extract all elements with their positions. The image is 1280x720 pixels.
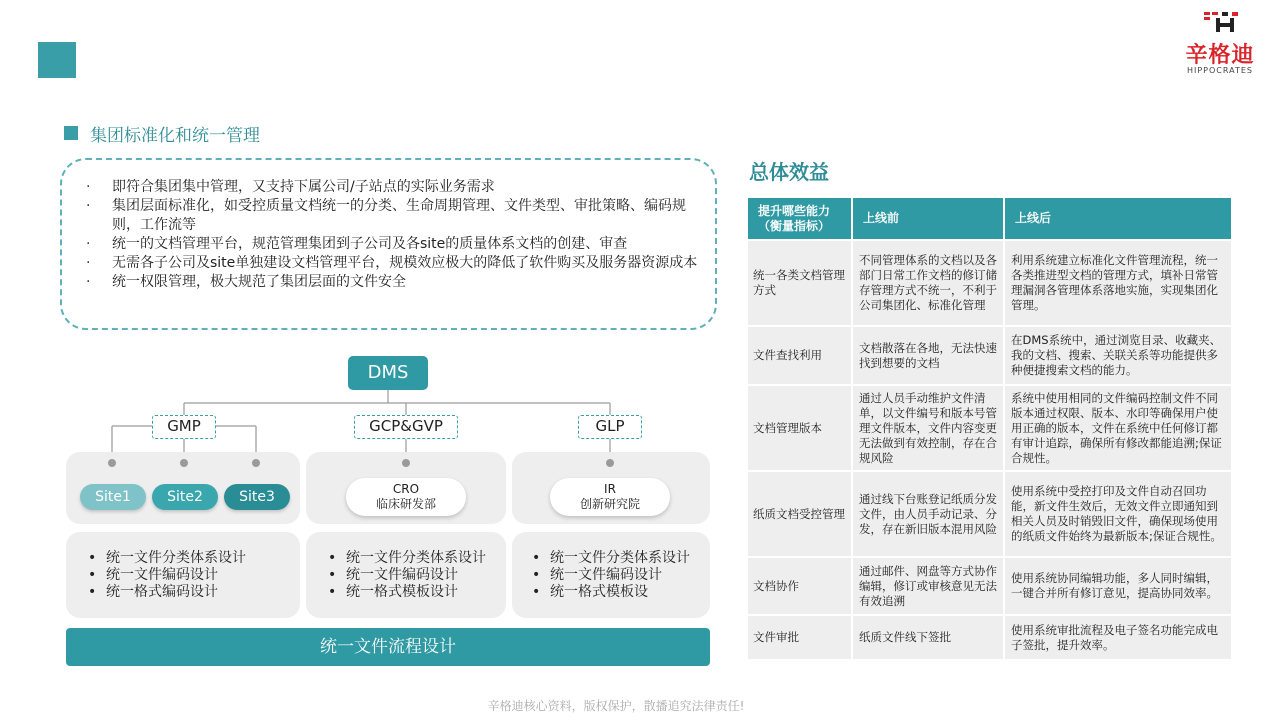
dms-node: DMS xyxy=(348,356,428,390)
list-item: • 统一文件编码设计 xyxy=(528,567,690,584)
section-title-text: 集团标准化和统一管理 xyxy=(90,125,260,146)
list-item: • 统一文件分类体系设计 xyxy=(324,550,486,567)
bullet-list xyxy=(86,178,706,292)
header-capability: 提升哪些能力（衡量指标） xyxy=(748,198,852,240)
cro-node-subtitle: 临床研发部 xyxy=(375,497,436,511)
cell-after: 在DMS系统中，通过浏览目录、收藏夹、我的文档、搜索、关联关系等功能提供多种便捷搜索文档的能力。 xyxy=(1004,326,1232,385)
table-header-row xyxy=(748,198,1232,240)
cell-before: 通过人员手动维护文件清单，以文件编号和版本号管理文件版本，文件内容变更无法做到有效控制，存在合规风险 xyxy=(852,385,1004,471)
brand-name-cn: 辛格迪 xyxy=(1185,43,1255,68)
ir-node-subtitle: 创新研究院 xyxy=(579,497,640,511)
table-row xyxy=(748,326,1232,385)
cell-capability: 文件查找利用 xyxy=(748,326,852,385)
table-row xyxy=(748,615,1232,659)
unified-flow-bar: 统一文件流程设计 xyxy=(66,628,710,666)
cell-before: 纸质文件线下签批 xyxy=(852,615,1004,659)
brand-name-en: HIPPOCRATES xyxy=(1186,66,1253,75)
benefits-table xyxy=(748,198,1233,659)
connector-dot xyxy=(108,459,116,467)
list-item: • 统一文件分类体系设计 xyxy=(528,550,690,567)
benefits-title: 总体效益 xyxy=(749,160,829,184)
brand-logo xyxy=(1176,10,1264,76)
list-item: • 统一格式模板设 xyxy=(528,584,690,601)
header-before: 上线前 xyxy=(852,198,1004,240)
bullet-item: · 即符合集团集中管理，又支持下属公司/子站点的实际业务需求 xyxy=(86,178,706,197)
cell-after: 使用系统中受控打印及文件自动召回功能，新文件生效后，无效文件立即通知到相关人员及时销毁旧文件，确保现场使用的纸质文件始终为最新版本;保证合规性。 xyxy=(1004,471,1232,557)
cell-capability: 文档协作 xyxy=(748,557,852,615)
table-row xyxy=(748,240,1232,326)
category-glp: GLP xyxy=(578,415,642,439)
cell-before: 通过邮件、网盘等方式协作编辑，修订或审核意见无法有效追溯 xyxy=(852,557,1004,615)
bullet-item: · 集团层面标准化，如受控质量文档统一的分类、生命周期管理、文件类型、审批策略、编码规则，工作流等 xyxy=(86,197,706,235)
ir-node xyxy=(550,478,670,516)
list-item: • 统一文件分类体系设计 xyxy=(84,550,246,567)
connector-dot xyxy=(180,459,188,467)
header-after: 上线后 xyxy=(1004,198,1232,240)
glp-design-list xyxy=(528,550,690,601)
connector-dot xyxy=(402,459,410,467)
cell-capability: 文档管理版本 xyxy=(748,385,852,471)
cell-after: 使用系统协同编辑功能，多人同时编辑，一键合并所有修订意见，提高协同效率。 xyxy=(1004,557,1232,615)
section-title xyxy=(64,122,260,144)
cell-before: 通过线下台账登记纸质分发文件，由人员手动记录、分发，存在新旧版本混用风险 xyxy=(852,471,1004,557)
list-item: • 统一格式模板设计 xyxy=(324,584,486,601)
bullet-item: · 无需各子公司及site单独建设文档管理平台，规模效应极大的降低了软件购买及服务器资源成本 xyxy=(86,254,706,273)
gcp-design-list xyxy=(324,550,486,601)
cell-capability: 文件审批 xyxy=(748,615,852,659)
logo-mark-icon xyxy=(1202,10,1242,34)
corner-accent-square xyxy=(38,42,76,78)
list-item: • 统一文件编码设计 xyxy=(84,567,246,584)
connector-dot xyxy=(606,459,614,467)
table-row xyxy=(748,471,1232,557)
list-item: • 统一文件编码设计 xyxy=(324,567,486,584)
cell-before: 不同管理体系的文档以及各部门日常工作文档的修订储存管理方式不统一，不利于公司集团化、标准化管理 xyxy=(852,240,1004,326)
table-row xyxy=(748,557,1232,615)
site2-node: Site2 xyxy=(152,484,218,510)
cro-node-title: CRO xyxy=(392,482,420,496)
bullet-item: · 统一的文档管理平台，规范管理集团到子公司及各site的质量体系文档的创建、审查 xyxy=(86,235,706,254)
list-item: • 统一格式编码设计 xyxy=(84,584,246,601)
connector-dot xyxy=(252,459,260,467)
cell-capability: 纸质文档受控管理 xyxy=(748,471,852,557)
category-gmp: GMP xyxy=(152,415,216,439)
cell-after: 使用系统审批流程及电子签名功能完成电子签批，提升效率。 xyxy=(1004,615,1232,659)
cell-before: 文档散落在各地，无法快速找到想要的文档 xyxy=(852,326,1004,385)
section-square-icon xyxy=(64,126,78,140)
category-gcp-gvp: GCP&GVP xyxy=(354,415,458,439)
cell-capability: 统一各类文档管理方式 xyxy=(748,240,852,326)
bullet-item: · 统一权限管理，极大规范了集团层面的文件安全 xyxy=(86,273,706,292)
ir-node-title: IR xyxy=(604,482,616,496)
cell-after: 系统中使用相同的文件编码控制文件不同版本通过权限、版本、水印等确保用户使用正确的版本，文件在系统中任何修订都有审计追踪，确保所有修改都能追溯;保证合规性。 xyxy=(1004,385,1232,471)
site3-node: Site3 xyxy=(224,484,290,510)
copyright-footer: 辛格迪核心资料，版权保护，散播追究法律责任! xyxy=(487,699,745,713)
cell-after: 利用系统建立标准化文件管理流程，统一各类推进型文档的管理方式，填补日常管理漏洞各管理体系落地实施，实现集团化管理。 xyxy=(1004,240,1232,326)
cro-node xyxy=(346,478,466,516)
site1-node: Site1 xyxy=(80,484,146,510)
table-row xyxy=(748,385,1232,471)
gmp-design-list xyxy=(84,550,246,601)
